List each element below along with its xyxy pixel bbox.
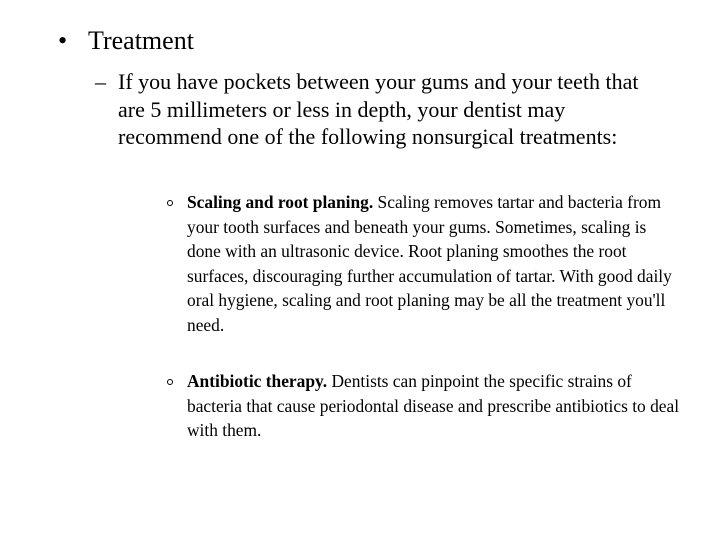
subpoint-item (95, 68, 665, 151)
bullet-icon: • (58, 26, 68, 55)
list-item-body (187, 190, 683, 337)
circle-bullet-icon (163, 369, 187, 443)
list-item-term: Scaling and root planing. (187, 192, 374, 212)
list-item-text: Dentists can pinpoint the specific strains of bacteria that cause periodontal disease and prescribe antibiotics to deal with them. (187, 371, 680, 440)
heading-bullet-item (58, 24, 194, 58)
circle-bullet-icon (163, 190, 187, 337)
list-item-body (187, 369, 683, 443)
subpoint-text: If you have pockets between your gums and your teeth that are 5 millimeters or less in depth, your dentist may recommend one of the following nonsurgical treatments: (118, 69, 639, 149)
list-item-antibiotic (163, 369, 683, 443)
list-item-term: Antibiotic therapy. (187, 371, 328, 391)
list-item-text: Scaling removes tartar and bacteria from your tooth surfaces and beneath your gums. Sometimes, scaling is done with an ultrasonic device. Root planing smoothes the root surfaces, discouraging further accumulation of tartar. With good daily oral hygiene, scaling and root planing may be all the treatment you'll need. (187, 192, 672, 335)
heading: Treatment (88, 26, 194, 55)
list-item-scaling (163, 190, 683, 337)
dash-icon: – (95, 69, 106, 94)
